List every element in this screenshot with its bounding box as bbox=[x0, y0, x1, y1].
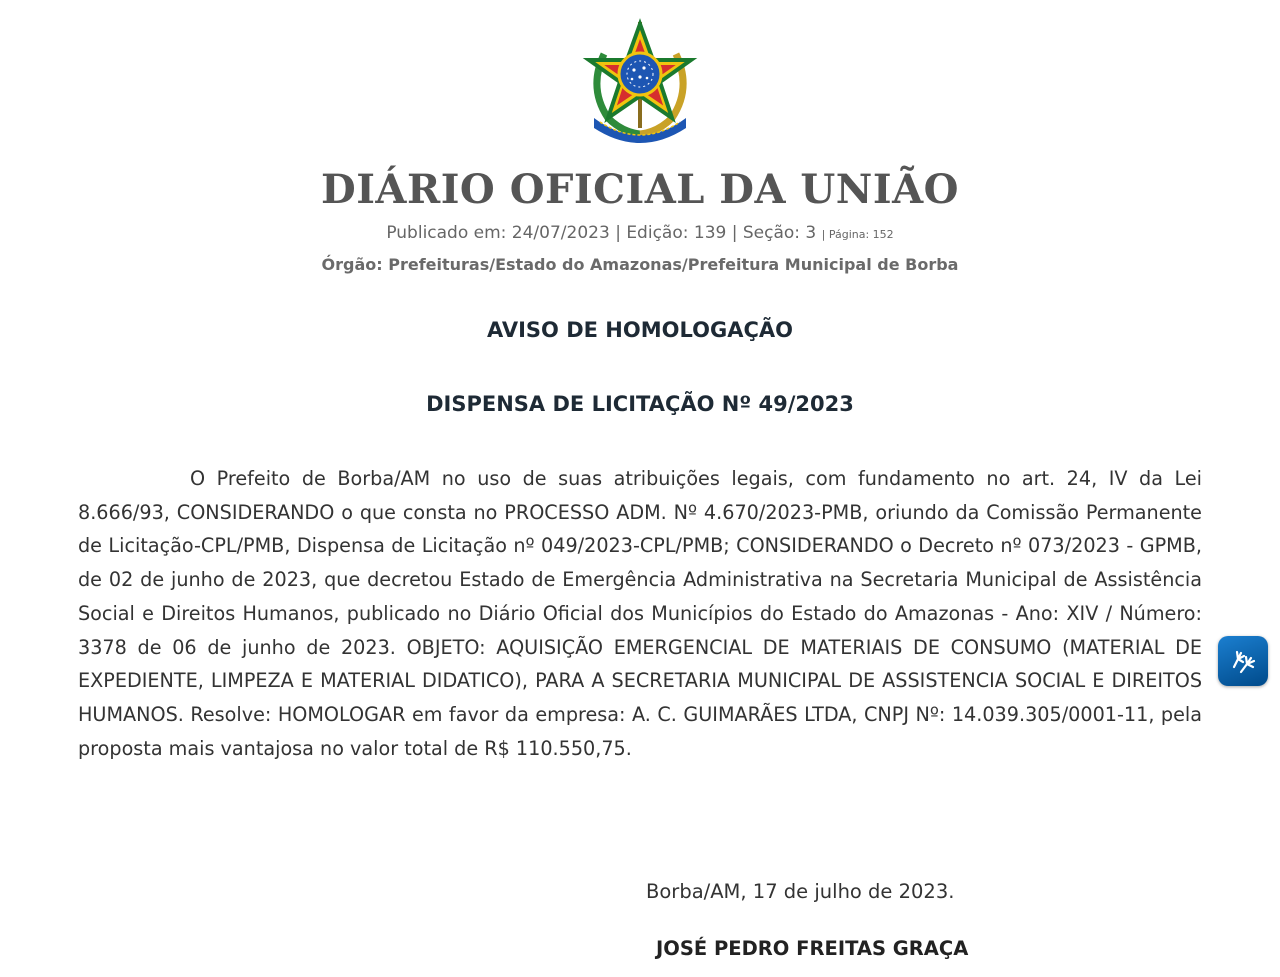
notice-body: O Prefeito de Borba/AM no uso de suas atribuições legais, com fundamento no art. 24, IV da Lei 8.666/93, CONSIDERANDO o que consta no PROCESSO ADM. Nº 4.670/2023-PMB, oriundo da Comissão Permanente de Licitação-CPL/PMB, Dispensa de Licitação nº 049/2023-CPL/PMB; CONSIDERANDO o Decreto nº 073/2023 - GPMB, de 02 de junho de 2023, que decretou Estado de Emergência Administrativa na Secretaria Municipal de Assistência Social e Direitos Humanos, publicado no Diário Oficial dos Municípios do Estado do Amazonas - Ano: XIV / Número: 3378 de 06 de junho de 2023. OBJETO: AQUISIÇÃO EMERGENCIAL DE MATERIAIS DE CONSUMO (MATERIAL DE EXPEDIENTE, LIMPEZA E MATERIAL DIDATICO), PARA A SECRETARIA MUNICIPAL DE ASSISTENCIA SOCIAL E DIREITOS HUMANOS. Resolve: HOMOLOGAR em favor da empresa: A. C. GUIMARÃES LTDA, CNPJ Nº: 14.039.305/0001-11, pela proposta mais vantajosa no valor total de R$ 110.550,75. bbox=[78, 467, 1202, 760]
brasao-republica-icon bbox=[574, 14, 706, 146]
page-number: | Página: 152 bbox=[821, 228, 894, 241]
notice-subtitle: DISPENSA DE LICITAÇÃO Nº 49/2023 bbox=[426, 392, 854, 416]
masthead-title: DIÁRIO OFICIAL DA UNIÃO bbox=[321, 166, 959, 213]
publication-details: Publicado em: 24/07/2023 | Edição: 139 | Seção: 3 bbox=[386, 223, 817, 243]
place-date: Borba/AM, 17 de julho de 2023. bbox=[646, 880, 955, 903]
issuing-organ: Órgão: Prefeituras/Estado do Amazonas/Prefeitura Municipal de Borba bbox=[321, 255, 959, 274]
vlibras-button[interactable] bbox=[1218, 636, 1268, 686]
publication-info bbox=[0, 223, 1280, 243]
sign-language-hands-icon bbox=[1227, 645, 1259, 677]
signer-name: JOSÉ PEDRO FREITAS GRAÇA bbox=[656, 937, 969, 960]
notice-title: AVISO DE HOMOLOGAÇÃO bbox=[487, 318, 793, 342]
